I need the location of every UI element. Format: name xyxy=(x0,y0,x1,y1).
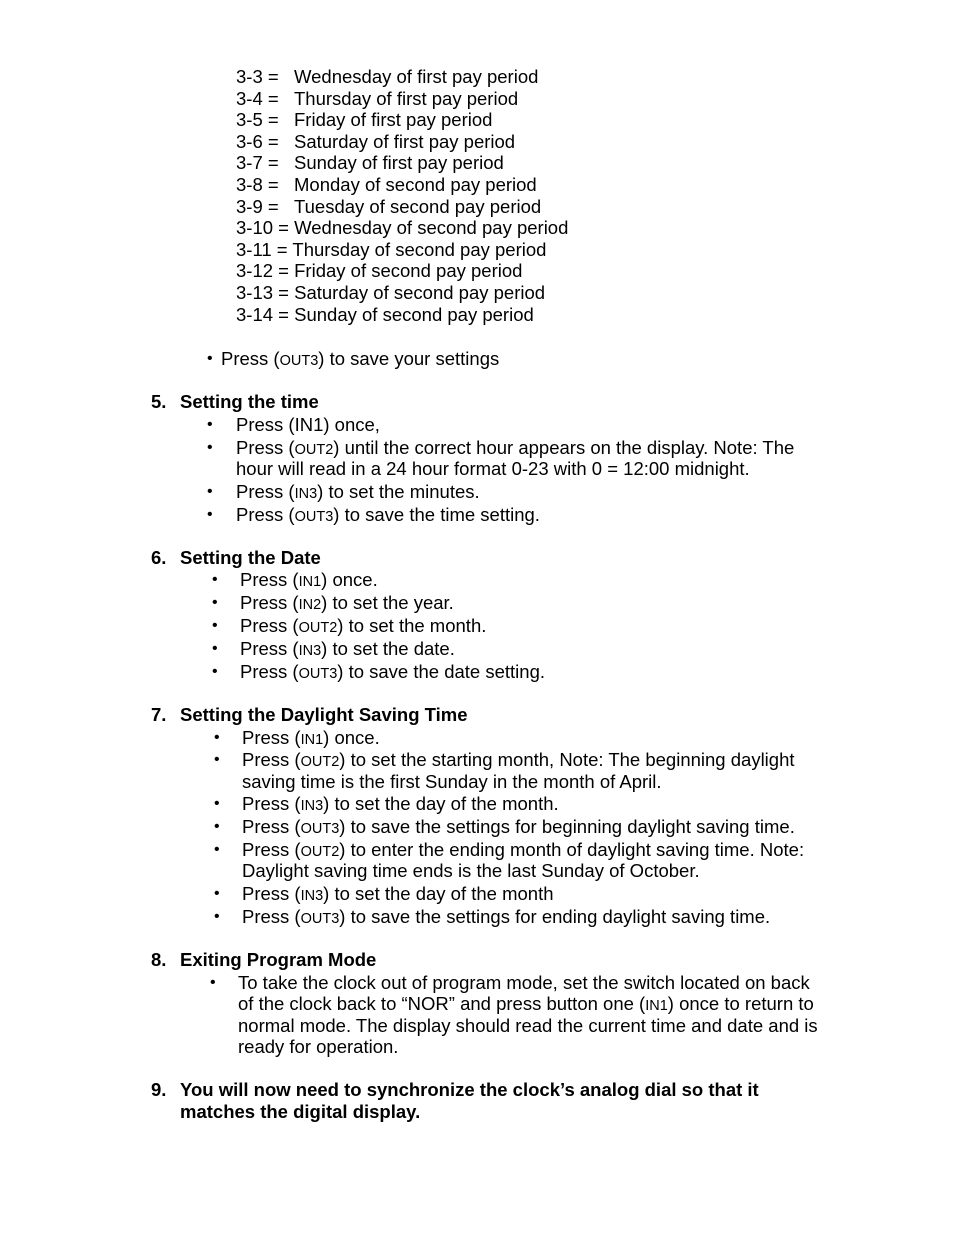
section-heading: Setting the Date xyxy=(180,547,321,568)
instruction-text: Press (IN1) once. xyxy=(242,727,380,748)
bullet-icon: • xyxy=(207,506,213,523)
section-heading: Setting the time xyxy=(180,391,319,412)
save-settings-text: Press (OUT3) to save your settings xyxy=(221,348,500,369)
section-heading: Exiting Program Mode xyxy=(180,949,377,970)
day-code: 3-12 = xyxy=(236,260,289,281)
day-desc: Saturday of first pay period xyxy=(294,131,516,152)
day-code: 3-9 = xyxy=(236,196,279,217)
day-entry xyxy=(236,239,546,261)
day-code: 3-8 = xyxy=(236,174,279,195)
bullet-icon: • xyxy=(214,908,220,925)
day-entry xyxy=(236,282,545,304)
bullet-icon: • xyxy=(212,617,218,634)
day-code: 3-10 = xyxy=(236,217,289,238)
instruction-text: hour will read in a 24 hour format 0-23 with 0 = 12:00 midnight. xyxy=(236,458,750,479)
bullet-icon: • xyxy=(214,818,220,835)
day-code: 3-6 = xyxy=(236,131,279,152)
section-number: 5. xyxy=(151,391,167,412)
instruction-text: Press (OUT3) to save the date setting. xyxy=(240,661,546,682)
section-number: 6. xyxy=(151,547,167,568)
bullet-icon: • xyxy=(212,594,218,611)
instruction-text: of the clock back to “NOR” and press button one (IN1) once to return to xyxy=(238,993,814,1014)
bullet-icon: • xyxy=(214,795,220,812)
day-desc: Thursday of first pay period xyxy=(294,88,519,109)
section-number: 9. xyxy=(151,1079,167,1100)
day-desc: Wednesday of second pay period xyxy=(294,217,569,238)
bullet-icon: • xyxy=(207,483,213,500)
instruction-text: Press (OUT2) to set the month. xyxy=(240,615,487,636)
instruction-text: Daylight saving time ends is the last Sunday of October. xyxy=(242,860,700,881)
section-heading: matches the digital display. xyxy=(180,1101,421,1122)
instruction-text: Press (OUT3) to save the time setting. xyxy=(236,504,540,525)
day-code: 3-13 = xyxy=(236,282,289,303)
instruction-text: Press (IN1) once. xyxy=(240,569,378,590)
day-desc: Sunday of second pay period xyxy=(294,304,534,325)
bullet-icon: • xyxy=(214,885,220,902)
instruction-text: Press (OUT3) to save the settings for beginning daylight saving time. xyxy=(242,816,795,837)
day-desc: Friday of second pay period xyxy=(294,260,523,281)
instruction-text: Press (IN3) to set the minutes. xyxy=(236,481,480,502)
day-code: 3-5 = xyxy=(236,109,279,130)
day-entry xyxy=(236,304,534,326)
bullet-icon: • xyxy=(214,841,220,858)
section-number: 7. xyxy=(151,704,167,725)
section-heading: You will now need to synchronize the clock’s analog dial so that it xyxy=(180,1079,759,1100)
bullet-icon: • xyxy=(207,350,213,367)
instruction-text: Press (OUT3) to save the settings for ending daylight saving time. xyxy=(242,906,771,927)
day-desc: Friday of first pay period xyxy=(294,109,493,130)
instruction-text: normal mode. The display should read the current time and date and is xyxy=(238,1015,818,1036)
instruction-text: Press (OUT2) until the correct hour appears on the display. Note: The xyxy=(236,437,795,458)
instruction-text: Press (OUT2) to set the starting month, Note: The beginning daylight xyxy=(242,749,795,770)
day-code: 3-14 = xyxy=(236,304,289,325)
day-desc: Saturday of second pay period xyxy=(294,282,546,303)
day-desc: Tuesday of second pay period xyxy=(294,196,542,217)
bullet-icon: • xyxy=(212,640,218,657)
instruction-text: To take the clock out of program mode, set the switch located on back xyxy=(238,972,810,993)
instruction-text: Press (IN3) to set the day of the month xyxy=(242,883,554,904)
instruction-text: Press (OUT2) to enter the ending month of daylight saving time. Note: xyxy=(242,839,805,860)
instruction-text: ready for operation. xyxy=(238,1036,399,1057)
bullet-icon: • xyxy=(214,751,220,768)
bullet-icon: • xyxy=(212,571,218,588)
section-heading: Setting the Daylight Saving Time xyxy=(180,704,468,725)
instruction-text: Press (IN2) to set the year. xyxy=(240,592,454,613)
day-code: 3-4 = xyxy=(236,88,279,109)
day-code: 3-7 = xyxy=(236,152,279,173)
day-desc: Wednesday of first pay period xyxy=(294,66,539,87)
day-entry xyxy=(236,260,522,282)
instruction-text: Press (IN3) to set the day of the month. xyxy=(242,793,559,814)
bullet-icon: • xyxy=(210,974,216,991)
instruction-text: Press (IN3) to set the date. xyxy=(240,638,455,659)
section-number: 8. xyxy=(151,949,167,970)
day-desc: Monday of second pay period xyxy=(294,174,537,195)
instruction-text: saving time is the first Sunday in the month of April. xyxy=(242,771,662,792)
bullet-icon: • xyxy=(207,416,213,433)
bullet-icon: • xyxy=(212,663,218,680)
day-code: 3-3 = xyxy=(236,66,279,87)
day-code: 3-11 = xyxy=(236,239,288,260)
bullet-icon: • xyxy=(207,439,213,456)
day-desc: Sunday of first pay period xyxy=(294,152,504,173)
day-desc: Thursday of second pay period xyxy=(292,239,547,260)
bullet-icon: • xyxy=(214,729,220,746)
instruction-text: Press (IN1) once, xyxy=(236,414,380,435)
day-entry xyxy=(236,217,568,239)
